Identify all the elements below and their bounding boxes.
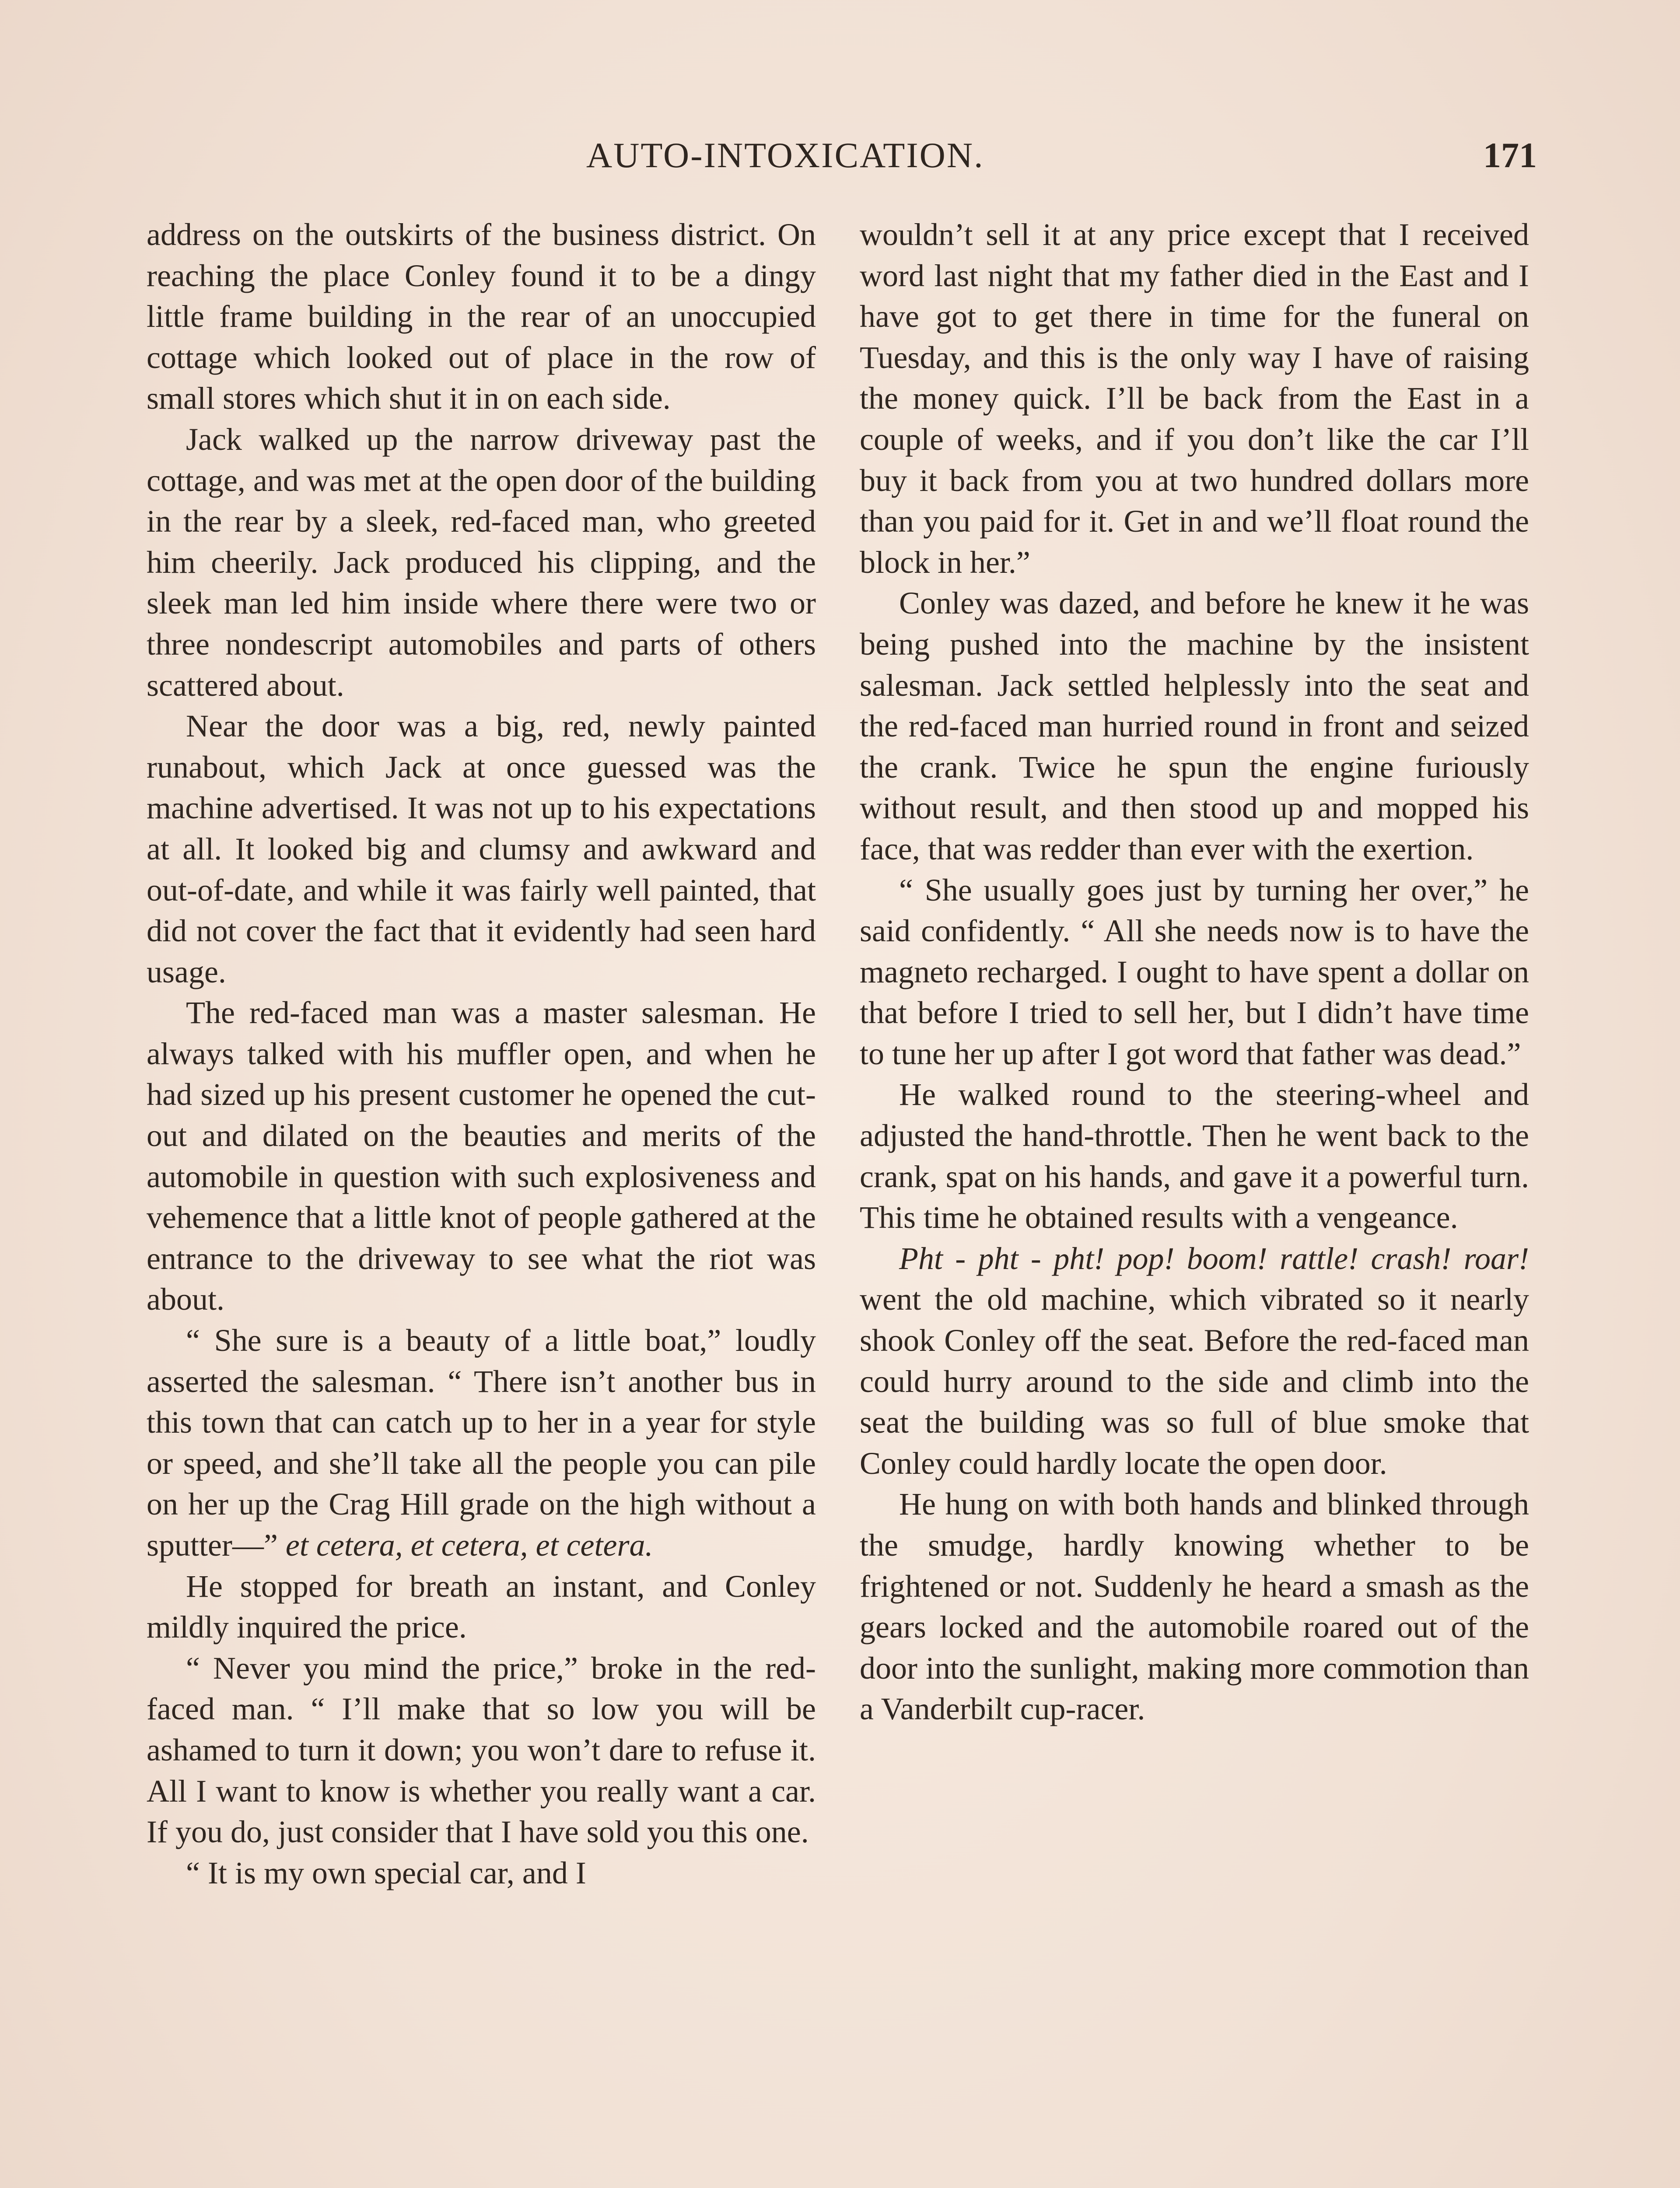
paragraph-text: “ She sure is a beauty of a little boat,” loudly asserted the salesman. “ There isn’t another bus in this town that can catch up to her in a year for style or speed, and she’ll take all the people you can pile on her up the Crag Hill grade on the high without a sputter—” — [147, 1323, 816, 1563]
paragraph: “ She usually goes just by turning her over,” he said confidently. “ All she needs now is to have the magneto recharged. I ought to have spent a dollar on that before I tried to sell her, but I didn’t have time to tune her up after I got word that father was dead.” — [860, 872, 1529, 1071]
paragraph: “ It is my own special car, and I — [186, 1855, 586, 1890]
paragraph: He hung on with both hands and blinked through the smudge, hardly knowing whether to be frightened or not. Suddenly he heard a smash as the gears locked and the automobile roared out of the door into the sunlight, making more commotion than a Vanderbilt cup-racer. — [860, 1487, 1529, 1727]
paragraph: He walked round to the steering-wheel and adjusted the hand-throttle. Then he went back to the crank, spat on his hands, and gave it a powerful turn. This time he obtained results with a vengeance. — [860, 1077, 1529, 1235]
paragraph: Jack walked up the narrow driveway past the cottage, and was met at the open door of the building in the rear by a sleek, red-faced man, who greeted him cheerily. Jack produced his clipping, and the sleek man led him inside where there were two or three nondescript automobiles and parts of others scattered about. — [147, 421, 816, 703]
paragraph: The red-faced man was a master salesman. He always talked with his muffler open, and when he had sized up his present customer he opened the cut-out and dilated on the beauties and merits of the automobile in question with such explosiveness and vehemence that a little knot of people gathered at the entrance to the driveway to see what the riot was about. — [147, 995, 816, 1317]
running-title: AUTO-INTOXICATION. — [586, 135, 984, 175]
left-column — [147, 214, 816, 1893]
page-number: 171 — [1483, 135, 1537, 175]
italic-text: Pht - pht - pht! pop! boom! rattle! crash! roar! — [899, 1241, 1529, 1276]
paragraph: Conley was dazed, and before he knew it he was being pushed into the machine by the insistent salesman. Jack settled helplessly into the seat and the red-faced man hurried round in front and seized the crank. Twice he spun the engine furiously without result, and then stood up and mopped his face, that was redder than ever with the exertion. — [860, 586, 1529, 866]
paragraph: He stopped for breath an instant, and Conley mildly inquired the price. — [147, 1568, 816, 1645]
paragraph — [147, 1320, 816, 1566]
italic-text: et cetera, et cetera, et cetera. — [285, 1528, 653, 1563]
paragraph: Near the door was a big, red, newly painted runabout, which Jack at once guessed was the machine advertised. It was not up to his expectations at all. It looked big and clumsy and awkward and out-of-date, and while it was fairly well painted, that did not cover the fact that it evidently had seen hard usage. — [147, 708, 816, 989]
paragraph: “ Never you mind the price,” broke in the red-faced man. “ I’ll make that so low you will be ashamed to turn it down; you won’t dare to refuse it. All I want to know is whether you really want a car. If you do, just consider that I have sold you this one. — [147, 1650, 816, 1850]
right-column — [860, 214, 1529, 1730]
paragraph: wouldn’t sell it at any price except that I received word last night that my father died in the East and I have got to get there in time for the funeral on Tuesday, and this is the only way I have of raising the money quick. I’ll be back from the East in a couple of weeks, and if you don’t like the car I’ll buy it back from you at two hundred dollars more than you paid for it. Get in and we’ll float round the block in her.” — [860, 217, 1529, 580]
paragraph — [860, 1238, 1529, 1484]
paragraph-text: went the old machine, which vibrated so it nearly shook Conley off the seat. Before the red-faced man could hurry around to the side and climb into the seat the building was so full of blue smoke that Conley could hardly locate the open door. — [860, 1282, 1529, 1481]
paragraph: address on the outskirts of the business district. On reaching the place Conley found it to be a dingy little frame building in the rear of an unoccupied cottage which looked out of place in the row of small stores which shut it in on each side. — [147, 217, 816, 416]
running-head — [0, 131, 1680, 179]
